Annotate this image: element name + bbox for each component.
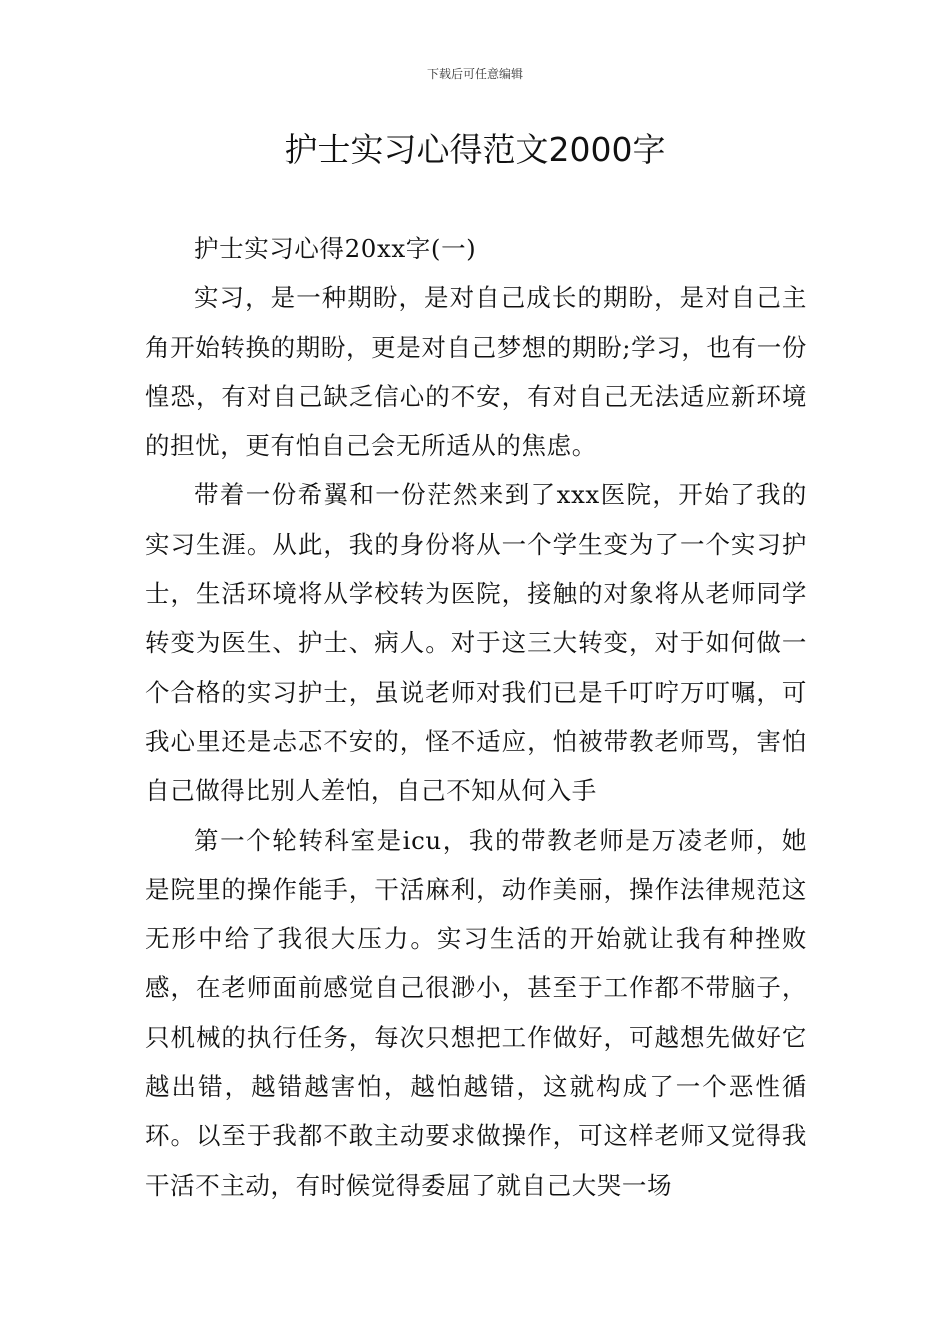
document-title: 护士实习心得范文2000字 <box>284 130 666 169</box>
paragraph: 带着一份希翼和一份茫然来到了xxx医院，开始了我的实习生涯。从此，我的身份将从一个学生变为了一个实习护士，生活环境将从学校转为医院，接触的对象将从老师同学转变为医生、护士、病人。对于这三大转变，对于如何做一个合格的实习护士，虽说老师对我们已是千叮咛万叮嘱，可我心里还是忐忑不安的，怪不适应，怕被带教老师骂，害怕自己做得比别人差怕，自己不知从何入手 <box>145 480 807 806</box>
document-body <box>145 224 807 1210</box>
section-heading: 护士实习心得20xx字(一) <box>194 234 477 263</box>
paragraph: 第一个轮转科室是icu，我的带教老师是万凌老师，她是院里的操作能手，干活麻利，动作美丽，操作法律规范这无形中给了我很大压力。实习生活的开始就让我有种挫败感，在老师面前感觉自己很渺小，甚至于工作都不带脑子，只机械的执行任务，每次只想把工作做好，可越想先做好它越出错，越错越害怕，越怕越错，这就构成了一个恶性循环。以至于我都不敢主动要求做操作，可这样老师又觉得我干活不主动，有时候觉得委屈了就自己大哭一场 <box>145 825 807 1200</box>
paragraph: 实习，是一种期盼，是对自己成长的期盼，是对自己主角开始转换的期盼，更是对自己梦想的期盼;学习，也有一份惶恐，有对自己缺乏信心的不安，有对自己无法适应新环境的担忧，更有怕自己会无所适从的焦虑。 <box>145 283 807 461</box>
header-note: 下载后可任意编辑 <box>426 67 523 81</box>
